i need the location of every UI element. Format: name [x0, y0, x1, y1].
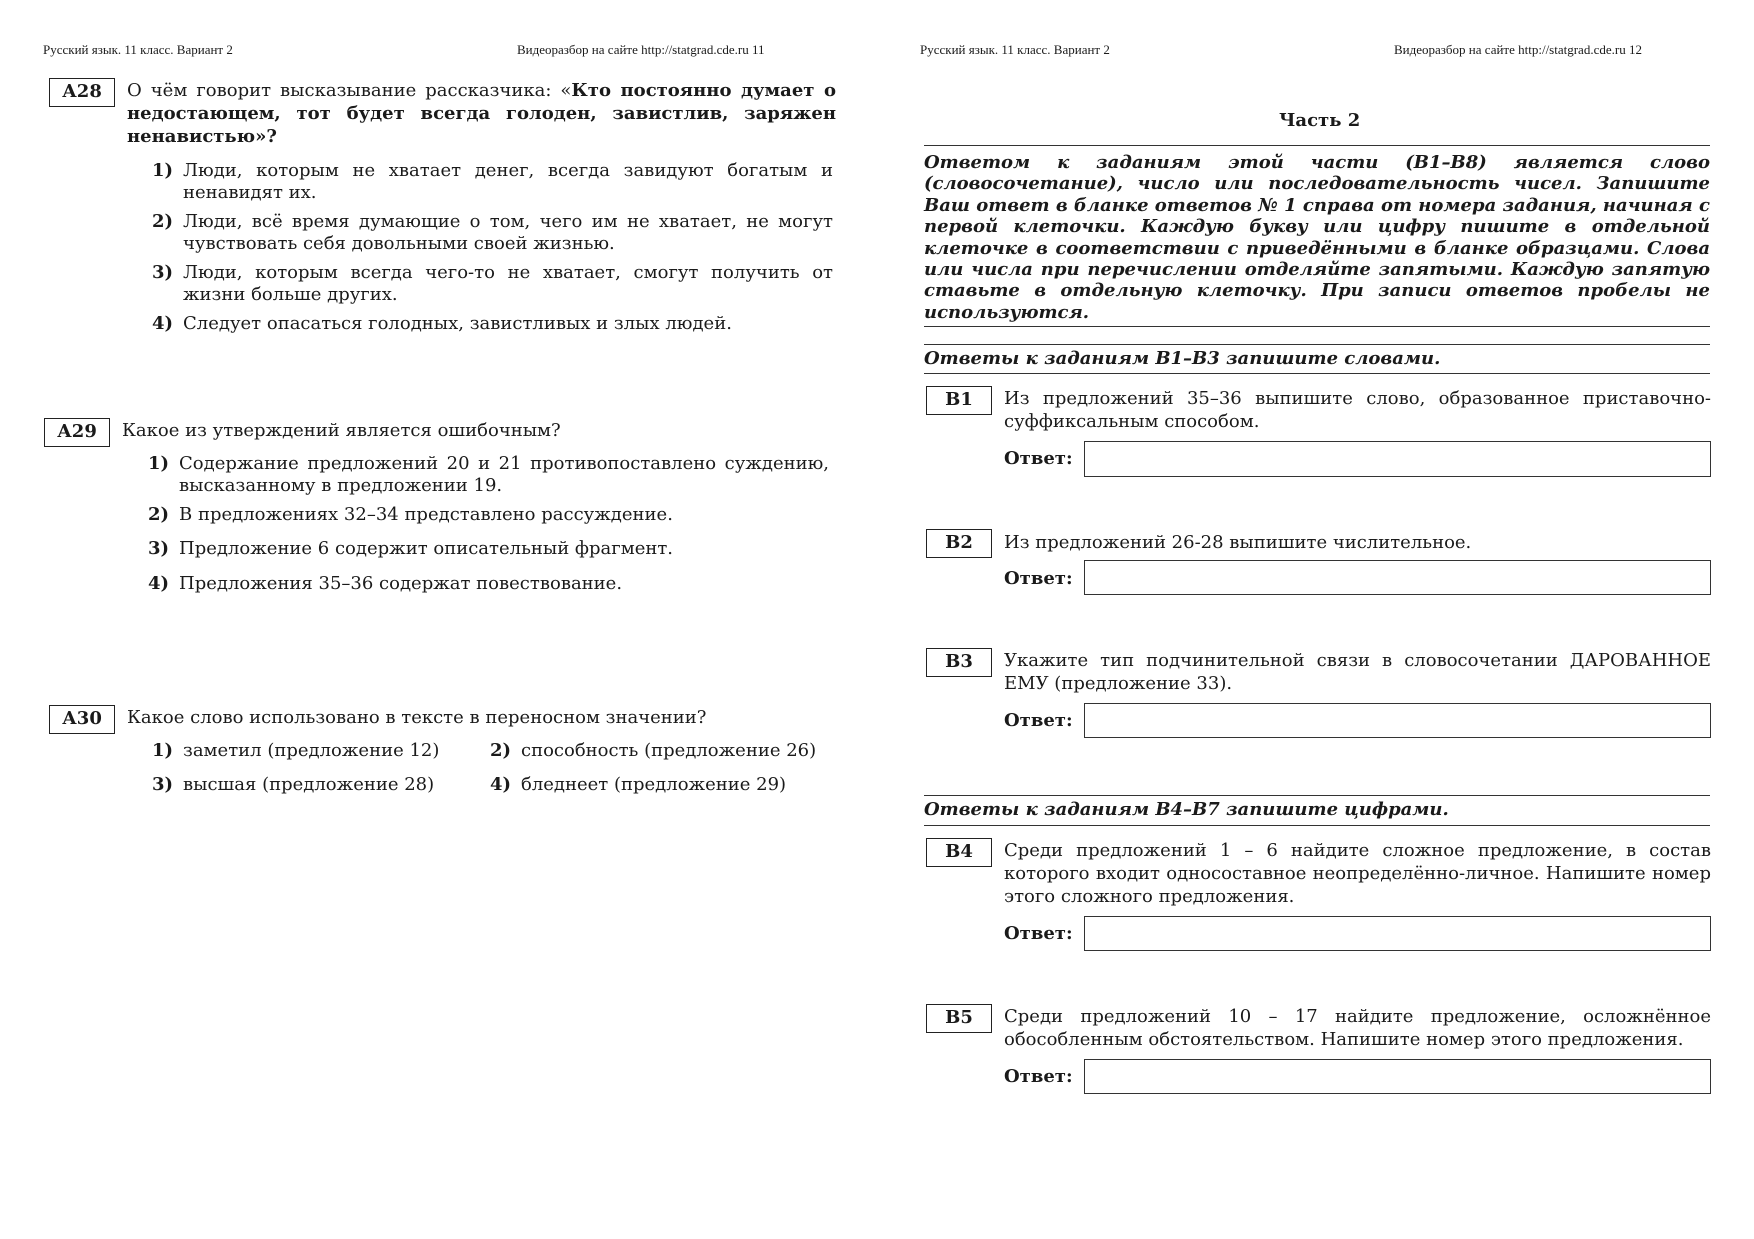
- answer-field-b1[interactable]: [1084, 441, 1711, 477]
- question-a28: О чём говорит высказывание рассказчика: «Кто постоянно думает о недостающем, тот будет всегда голоден, завистлив, заряжен ненавистью»?: [127, 80, 836, 147]
- instructions-top-rule: [924, 145, 1710, 146]
- answer-field-b5[interactable]: [1084, 1059, 1711, 1094]
- task-label-b4: В4: [926, 838, 992, 867]
- question-a29: Какое из утверждений является ошибочным?: [122, 420, 561, 441]
- option-a29-3[interactable]: 3) Предложение 6 содержит описательный фрагмент.: [148, 538, 674, 559]
- answer-label-b2: Ответ:: [1004, 568, 1073, 589]
- option-a29-1[interactable]: 1) Содержание предложений 20 и 21 противопоставлено суждению, высказанному в предложении 19.: [148, 453, 829, 496]
- right-header-page: Видеоразбор на сайте http://statgrad.cde.ru 12: [1394, 42, 1642, 57]
- question-b1: Из предложений 35–36 выпишите слово, образованное приставочно-суффиксальным способом.: [1004, 388, 1711, 432]
- task-label-b1: В1: [926, 386, 992, 415]
- question-a28-quote: Кто постоянно думает о недостающем, тот будет всегда голоден, завистлив, заряжен ненавистью: [127, 80, 836, 147]
- task-label-b5: В5: [926, 1004, 992, 1033]
- answer-label-b1: Ответ:: [1004, 448, 1073, 469]
- subheading-digits-top-rule: [924, 795, 1710, 796]
- subheading-digits: Ответы к заданиям В4–В7 запишите цифрами.: [924, 799, 1449, 820]
- answer-field-b3[interactable]: [1084, 703, 1711, 738]
- question-b5: Среди предложений 10 – 17 найдите предложение, осложнённое обособленным обстоятельством. Напишите номер этого предложения.: [1004, 1006, 1711, 1050]
- instructions-bottom-rule: [924, 326, 1710, 327]
- option-a28-3[interactable]: 3) Люди, которым всегда чего-то не хватает, смогут получить от жизни больше других.: [152, 262, 833, 305]
- option-a30-2[interactable]: 2) способность (предложение 26): [490, 740, 817, 761]
- option-a28-2[interactable]: 2) Люди, всё время думающие о том, чего им не хватает, не могут чувствовать себя довольными своей жизнью.: [152, 211, 833, 254]
- subheading-digits-bottom-rule: [924, 825, 1710, 826]
- left-header-title: Русский язык. 11 класс. Вариант 2: [43, 42, 233, 57]
- task-label-b2: В2: [926, 529, 992, 558]
- option-a30-1[interactable]: 1) заметил (предложение 12): [152, 740, 440, 761]
- option-a29-4[interactable]: 4) Предложения 35–36 содержат повествование.: [148, 573, 623, 594]
- subheading-words-top-rule: [924, 344, 1710, 345]
- part-title: Часть 2: [1279, 110, 1361, 131]
- task-label-b3: В3: [926, 648, 992, 677]
- task-label-a29: А29: [44, 418, 110, 447]
- option-a30-4[interactable]: 4) бледнеет (предложение 29): [490, 774, 787, 795]
- question-a30: Какое слово использовано в тексте в переносном значении?: [127, 707, 707, 728]
- question-b3: Укажите тип подчинительной связи в словосочетании ДАРОВАННОЕ ЕМУ (предложение 33).: [1004, 650, 1711, 694]
- option-a30-3[interactable]: 3) высшая (предложение 28): [152, 774, 435, 795]
- right-header-title: Русский язык. 11 класс. Вариант 2: [920, 42, 1110, 57]
- task-label-a28: А28: [49, 78, 115, 107]
- answer-label-b3: Ответ:: [1004, 710, 1073, 731]
- task-label-a30: А30: [49, 705, 115, 734]
- option-a29-2[interactable]: 2) В предложениях 32–34 представлено рассуждение.: [148, 504, 673, 525]
- option-a28-4[interactable]: 4) Следует опасаться голодных, завистливых и злых людей.: [152, 313, 732, 334]
- subheading-words-bottom-rule: [924, 373, 1710, 374]
- option-a28-1[interactable]: 1) Люди, которым не хватает денег, всегда завидуют богатым и ненавидят их.: [152, 160, 833, 203]
- right-page: [877, 0, 1754, 1239]
- answer-label-b4: Ответ:: [1004, 923, 1073, 944]
- answer-field-b4[interactable]: [1084, 916, 1711, 951]
- question-b4: Среди предложений 1 – 6 найдите сложное предложение, в состав которого входит односоставное неопределённо-личное. Напишите номер этого сложного предложения.: [1004, 840, 1711, 907]
- subheading-words: Ответы к заданиям В1–В3 запишите словами.: [924, 348, 1441, 369]
- instructions-text: Ответом к заданиям этой части (В1–В8) является слово (словосочетание), число или последовательность чисел. Запишите Ваш ответ в бланке ответов № 1 справа от номера задания, начиная с первой клеточки. Каждую букву или цифру пишите в отдельной клеточке в соответствии с приведёнными в бланке образцами. Слова или числа при перечислении отделяйте запятыми. Каждую запятую ставьте в отдельную клеточку. При записи ответов пробелы не используются.: [924, 152, 1710, 323]
- question-b2: Из предложений 26-28 выпишите числительное.: [1004, 532, 1472, 553]
- left-header-page: Видеоразбор на сайте http://statgrad.cde.ru 11: [517, 42, 765, 57]
- answer-field-b2[interactable]: [1084, 560, 1711, 595]
- answer-label-b5: Ответ:: [1004, 1066, 1073, 1087]
